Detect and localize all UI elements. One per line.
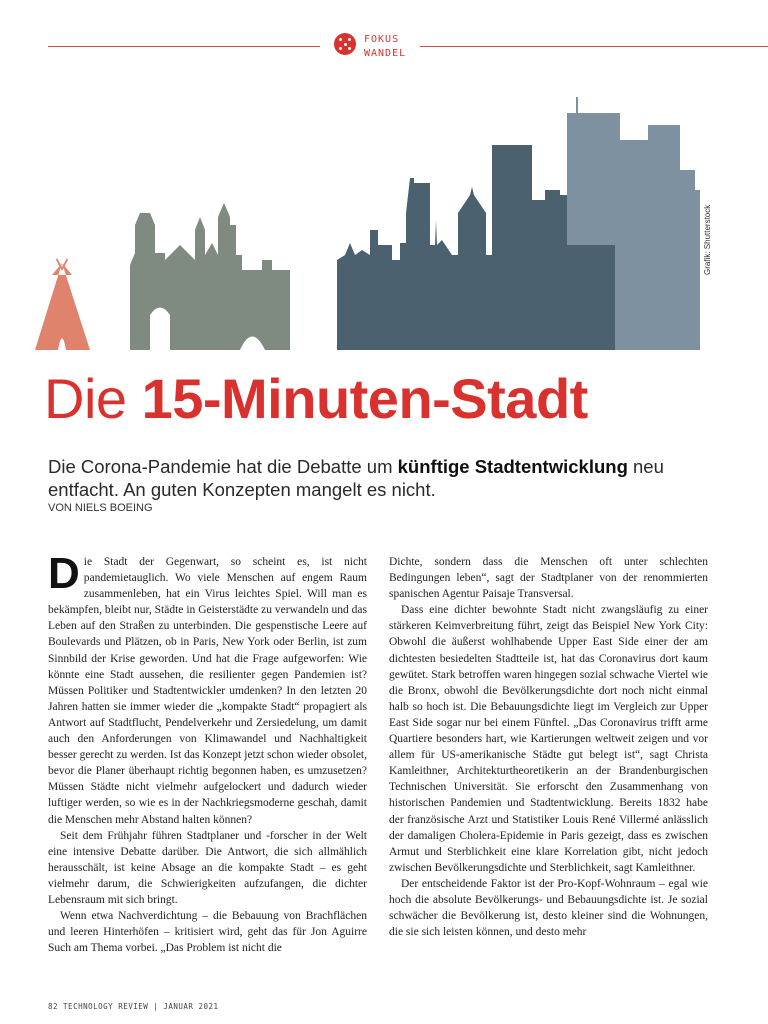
section-kicker (364, 33, 406, 61)
title-bold: 15-Minuten-Stadt (141, 367, 588, 430)
dek-part-1: Die Corona-Pandemie hat die Debatte um (48, 456, 398, 477)
dice-icon (334, 33, 356, 55)
body-column-left (48, 549, 367, 956)
paragraph-text: ie Stadt der Gegenwart, so scheint es, ist nicht pandemietauglich. Wo viele Menschen auf engem Raum zusammenleben, hat ein Virus leichtes Spiel. Will man es bekämpfen, bleibt nur, Städte in Geisterstädte zu verwandeln und das Leben auf den Straßen zu unterbinden. Die gespenstische Leere auf Boulevards und Plätzen, ob in Paris, New York oder Berlin, ist zum Sinnbild der Krise geworden. Und hat die Frage aufgeworfen: Wie könnte eine Stadt aussehen, die resilienter gegen Pandemien ist? Müssen Politiker und Stadtentwickler umdenken? In den letzten 20 Jahren hatten sie immer wieder die „kompakte Stadt“ propagiert als Antwort auf Stadtflucht, Pendelverkehr und Zersiedelung, um damit auch den Anforderungen von Klimawandel und Nachhaltigkeit besser gerecht zu werden. Ist das Konzept jetzt schon wieder obsolet, bevor die Planer überhaupt richtig begonnen haben, es umzusetzen? Müssen Städte nicht vielmehr aufgelockert und dadurch wieder luftiger werden, so wie es in der Nachkriegsmoderne geschah, damit die Menschen mehr Abstand halten können? (48, 556, 367, 826)
kicker-line-2: WANDEL (364, 48, 407, 59)
tipi-icon (35, 258, 90, 350)
dek-bold: künftige Stadtentwicklung (397, 456, 628, 477)
header-rule-left (48, 46, 320, 47)
body-paragraph: Seit dem Frühjahr führen Stadtplaner und -forscher in der Welt eine intensive Debatte darüber. Die Antwort, die sich allmählich herausschält, ist keine Absage an die kompakte Stadt – es geht vielmehr darum, die Schwierigkeiten aufzufangen, die dichter Lebensraum mit sich bringt. (48, 829, 367, 906)
skyline-illustration (0, 95, 720, 355)
body-paragraph: Dass eine dichter bewohnte Stadt nicht zwangsläufig zu einer stärkeren Keimverbreitung führt, zeigt das Beispiel New York City: Obwohl die äußerst wohlhabende Upper East Side einer der am dichtesten besiedelten Stadtteile ist, hat das Coronavirus dort kaum gewütet. Stark betroffen waren hingegen sozial schwache Viertel wie die Bronx, obwohl die Bevölkerungsdichte dort noch nicht einmal halb so hoch ist. Die Bebauungsdichte liegt im Vergleich zur Upper East Side sogar nur bei einem Fünftel. „Das Coronavirus trifft arme Quartiere besonders hart, wie Kartierungen weltweit zeigen und vor allem für US-amerikanische Städte gut belegt ist“, sagt Christa Kamleithner, Architekturtheoretikerin an der Brandenburgischen Technischen Universität. Sie erforscht den Zusammenhang von historischen Pandemien und Stadtentwicklung. Bereits 1832 habe der französische Arzt und Statistiker Louis René Villermé anlässlich der damaligen Cholera-Epidemie in Paris gezeigt, dass es zwischen Armut und Sterblichkeit eine klare Korrelation gibt, nicht jedoch zwischen Bevölkerungsdichte und Sterblichkeit, sagt Kamleithner. (389, 604, 708, 874)
kicker-line-1: FOKUS (364, 34, 400, 45)
byline: VON NIELS BOEING (48, 502, 153, 514)
body-column-right (389, 554, 708, 940)
body-paragraph (48, 549, 367, 828)
dek-part-2: neu entfacht. An guten Konzepten mangelt es nicht. (48, 456, 664, 500)
title-light: Die (44, 367, 142, 430)
body-paragraph: Der entscheidende Faktor ist der Pro-Kopf-Wohnraum – egal wie hoch die absolute Bevölkerungs- und Bebauungsdichte ist. Je sozial schwächer die Bevölkerung ist, desto kleiner sind die Wohnungen, die sie sich leisten können, und desto mehr (389, 877, 708, 939)
old-town-silhouette (130, 203, 290, 350)
page-footer: 82 TECHNOLOGY REVIEW | JANUAR 2021 (48, 1002, 219, 1011)
body-paragraph: Wenn etwa Nachverdichtung – die Bebauung von Brachflächen und leeren Hinterhöfen – kritisiert wird, geht das für Jon Aguirre Such am Thema vorbei. „Das Problem ist nicht die (48, 910, 367, 955)
body-paragraph: Dichte, sondern dass die Menschen oft unter schlechten Bedingungen leben“, sagt der Stadtplaner von der renommierten spanischen Agentur Paisaje Transversal. (389, 556, 708, 601)
photo-credit: Grafik: Shutterstock (703, 204, 712, 275)
article-dek (48, 455, 738, 501)
header-rule-right (420, 46, 768, 47)
article-title (44, 364, 588, 434)
drop-cap: D (48, 549, 80, 598)
